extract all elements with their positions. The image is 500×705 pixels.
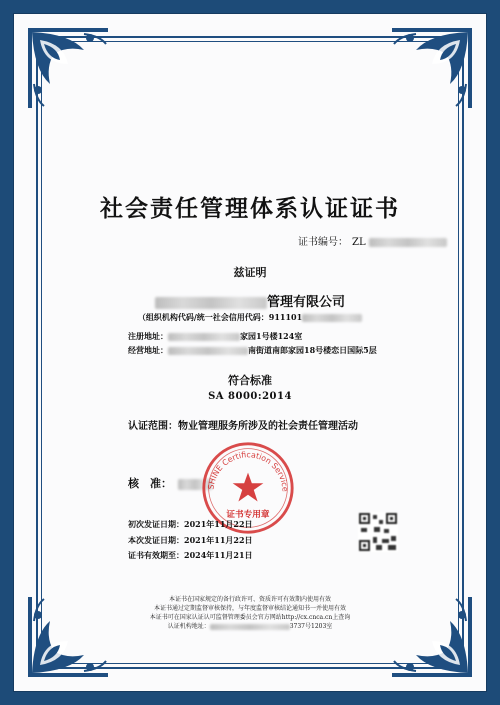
- business-address-label: 经营地址：: [128, 345, 168, 355]
- footer-note-2: 本证书通过定期监督审核保持，与年度监督审核结论通知书一并使用有效: [153, 605, 346, 612]
- redacted-org-code: [302, 314, 362, 322]
- registered-address-tail: 家园1号楼124室: [240, 331, 303, 341]
- hereby-certify-label: 兹证明: [233, 266, 267, 279]
- conform-standard-label: 符合标准: [228, 374, 272, 387]
- registered-address-label: 注册地址：: [128, 331, 168, 341]
- valid-until-date: 证书有效期至：2024年11月21日: [128, 550, 253, 560]
- business-address-tail: 南街道南郎家园18号楼恋日国际5层: [248, 345, 377, 355]
- company-name: [0, 291, 500, 310]
- corner-ornament-icon: [24, 24, 112, 112]
- standard-code: SA 8000:2014: [208, 391, 292, 402]
- company-name-suffix: 管理有限公司: [266, 295, 345, 310]
- footer-note-3: 本证书可在国家认证认可监督管理委员会官方网站http://cx.cnca.cn上查询: [149, 614, 351, 621]
- redacted-business-address: [168, 347, 248, 355]
- redacted-company-prefix: [155, 297, 267, 309]
- first-issue-date: 初次发证日期：2021年11月22日: [128, 519, 253, 529]
- registered-address: [128, 331, 302, 342]
- footer-addr-label: 认证机构地址：: [167, 623, 210, 630]
- certificate-number-value: ZL: [352, 237, 366, 248]
- certificate-title: 社会责任管理体系认证证书: [100, 195, 400, 222]
- corner-ornament-icon: [388, 24, 476, 112]
- business-address: [128, 345, 377, 356]
- seal-arc-text: SHINE Certification Service: [206, 450, 290, 493]
- qr-code-icon: [358, 512, 398, 552]
- redacted-registered-address: [168, 333, 240, 341]
- footer-addr-tail: 3737号1203室: [289, 623, 333, 630]
- this-issue-date: 本次发证日期：2021年11月22日: [128, 535, 253, 545]
- seal-center-text: 证书专用章: [226, 509, 270, 520]
- organization-code: [0, 312, 500, 323]
- footer-note-1: 本证书在国家规定的备行政许可、资质许可有效期内使用有效: [168, 596, 331, 603]
- certificate-number-label: 证书编号：: [298, 237, 348, 248]
- redacted-number: [369, 238, 447, 247]
- redacted-footer-address: [210, 624, 290, 630]
- footer-note-4: [0, 621, 500, 630]
- certification-scope: 认证范围：物业管理服务所涉及的社会责任管理活动: [128, 421, 358, 432]
- approval-label: 核 准：: [128, 477, 172, 490]
- organization-code-label: （组织机构代码/统一社会信用代码：911101: [137, 312, 303, 322]
- certificate-number: [298, 233, 447, 248]
